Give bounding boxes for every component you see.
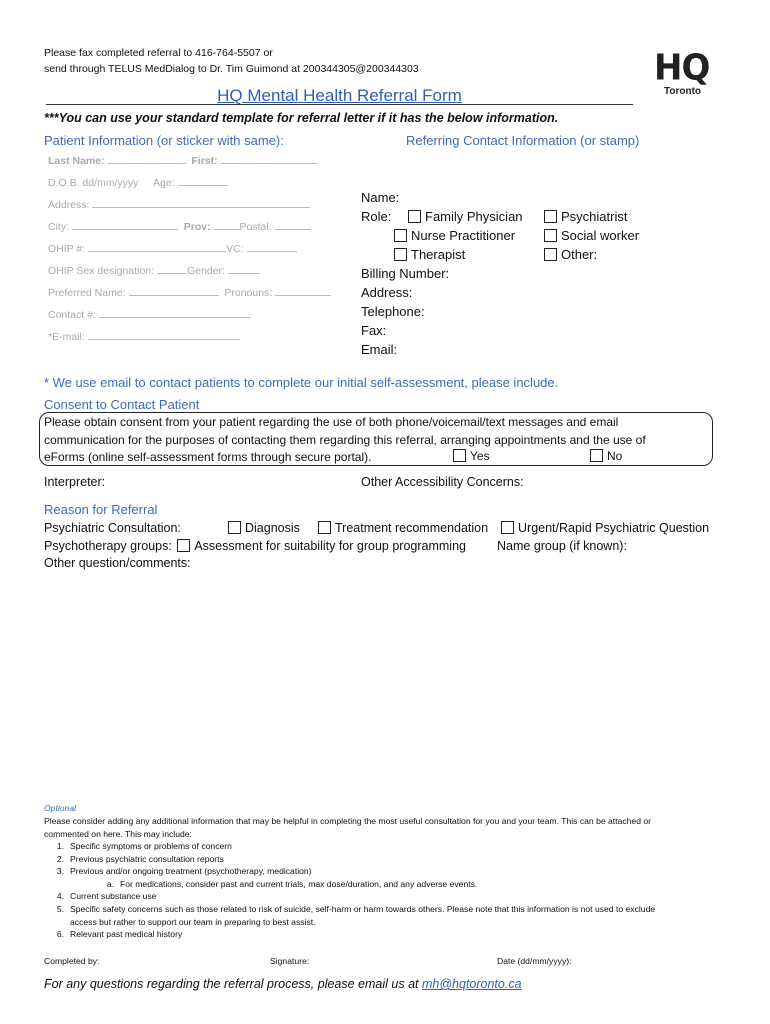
role-other-label: Other:	[561, 247, 598, 262]
referrer-address-label: Address:	[361, 285, 413, 300]
logo-main-text: HQ	[654, 47, 710, 89]
ohip-field[interactable]	[88, 241, 226, 252]
diagnosis-label: Diagnosis	[245, 521, 300, 535]
footer-text: For any questions regarding the referral process, please email us at	[44, 977, 422, 991]
psychiatric-consultation-label: Psychiatric Consultation:	[44, 521, 181, 535]
other-question-label: Other question/comments:	[44, 556, 191, 570]
footer-note	[44, 977, 522, 991]
preferred-name-field[interactable]	[129, 285, 219, 296]
list-item: 2. Previous psychiatric consultation reports	[56, 853, 224, 864]
referrer-fax-label: Fax:	[361, 323, 387, 338]
referrer-email-label: Email:	[361, 342, 398, 357]
patient-info-heading: Patient Information (or sticker with same):	[44, 133, 284, 148]
psychotherapy-groups-label: Psychotherapy groups:	[44, 539, 172, 553]
contact-row	[48, 307, 251, 322]
logo-sub-text: Toronto	[664, 86, 702, 97]
prov-label: Prov:	[183, 221, 211, 233]
consent-yes-label: Yes	[470, 449, 490, 463]
consent-yes-option[interactable]	[453, 449, 490, 463]
hq-toronto-logo	[654, 47, 724, 98]
role-other[interactable]	[544, 245, 597, 264]
city-field[interactable]	[72, 219, 178, 230]
list-item: 5. Specific safety concerns such as those related to risk of suicide, self-harm or harm towards others. Please note that this information is not used to exclude	[56, 903, 656, 914]
postal-label: Postal:	[239, 221, 272, 233]
assessment-checkbox[interactable]	[177, 539, 190, 552]
consent-no-checkbox[interactable]	[590, 449, 603, 462]
therapist-checkbox[interactable]	[394, 248, 407, 261]
last-name-row	[48, 153, 317, 168]
urgent-option[interactable]	[501, 520, 709, 537]
ohip-sex-field[interactable]	[157, 263, 187, 274]
list-item: 4. Current substance use	[56, 891, 157, 902]
postal-field[interactable]	[275, 219, 311, 230]
interpreter-label: Interpreter:	[44, 475, 106, 489]
contact-field[interactable]	[99, 307, 251, 318]
referring-info-heading: Referring Contact Information (or stamp)	[406, 133, 640, 148]
role-social-worker-label: Social worker	[561, 228, 640, 243]
list-item: 3. Previous and/or ongoing treatment (psychotherapy, medication)	[56, 866, 312, 877]
first-name-label: First:	[191, 155, 218, 167]
reason-heading: Reason for Referral	[44, 502, 158, 517]
psychiatrist-checkbox[interactable]	[544, 210, 557, 223]
contact-label: Contact #:	[48, 309, 96, 321]
address-row	[48, 197, 310, 212]
optional-intro-1: Please consider adding any additional information that may be helpful in completing the most useful consultation for you and your team. This can be attached or	[44, 816, 652, 826]
vc-label: VC:	[226, 243, 244, 255]
role-family-physician-label: Family Physician	[425, 209, 523, 224]
last-name-field[interactable]	[108, 153, 186, 164]
name-group-label: Name group (if known):	[497, 539, 627, 553]
consent-text	[44, 414, 646, 467]
role-psychiatrist-label: Psychiatrist	[561, 209, 628, 224]
last-name-label: Last Name:	[48, 155, 105, 167]
consent-no-option[interactable]	[590, 449, 622, 463]
gender-field[interactable]	[228, 263, 260, 274]
sex-gender-row	[48, 263, 260, 278]
urgent-checkbox[interactable]	[501, 521, 514, 534]
optional-list	[44, 840, 655, 941]
role-nurse-practitioner[interactable]	[394, 226, 515, 245]
patient-email-field[interactable]	[88, 329, 240, 340]
footer-email-link[interactable]: mh@hqtoronto.ca	[421, 977, 522, 991]
social-worker-checkbox[interactable]	[544, 229, 557, 242]
patient-email-label: *E-mail:	[48, 331, 85, 343]
vc-field[interactable]	[247, 241, 297, 252]
city-row	[48, 219, 311, 234]
referrer-telephone-label: Telephone:	[361, 304, 425, 319]
email-row	[48, 329, 240, 344]
gender-label: Gender:	[186, 265, 225, 277]
list-item: a. For medications, consider past and current trials, max dose/duration, and any adverse events.	[106, 878, 478, 889]
template-note: ***You can use your standard template for referral letter if it has the below information.	[44, 111, 559, 125]
dob-label: D.O.B. dd/mm/yyyy	[48, 177, 139, 189]
address-label: Address:	[48, 199, 90, 211]
signature-label: Signature:	[270, 956, 310, 966]
preferred-name-label: Preferred Name:	[48, 287, 126, 299]
role-therapist[interactable]	[394, 245, 465, 264]
family-physician-checkbox[interactable]	[408, 210, 421, 223]
ohip-row	[48, 241, 297, 256]
address-field[interactable]	[92, 197, 310, 208]
list-item: 6. Relevant past medical history	[56, 929, 183, 940]
diagnosis-checkbox[interactable]	[228, 521, 241, 534]
diagnosis-option[interactable]	[228, 520, 300, 537]
date-label: Date (dd/mm/yyyy):	[497, 956, 572, 966]
other-role-checkbox[interactable]	[544, 248, 557, 261]
role-therapist-label: Therapist	[411, 247, 466, 262]
consent-no-label: No	[607, 449, 623, 463]
consent-line-3: eForms (online self-assessment forms through secure portal).	[44, 450, 372, 464]
urgent-label: Urgent/Rapid Psychiatric Question	[518, 521, 710, 535]
fax-instructions-line-1: Please fax completed referral to 416-764-5507 or	[44, 47, 273, 59]
consent-line-2: communication for the purposes of contacting them regarding this referral, arranging appointments and the use of	[44, 432, 646, 447]
optional-intro-2: commented on here. This may include:	[44, 828, 192, 839]
list-item: 1. Specific symptoms or problems of concern	[56, 841, 232, 851]
ohip-label: OHIP #:	[48, 243, 86, 255]
psychotherapy-groups-row	[44, 538, 466, 555]
form-title: HQ Mental Health Referral Form	[217, 86, 462, 105]
pronouns-label: Pronouns:	[224, 287, 273, 299]
age-label: Age:	[153, 177, 175, 189]
role-nurse-practitioner-label: Nurse Practitioner	[411, 228, 516, 243]
role-label: Role:	[361, 209, 392, 224]
treatment-checkbox[interactable]	[318, 521, 331, 534]
completed-by-label: Completed by:	[44, 956, 100, 966]
role-social-worker[interactable]	[544, 226, 639, 245]
consent-yes-checkbox[interactable]	[453, 449, 466, 462]
fax-instructions-line-2: send through TELUS MedDialog to Dr. Tim Guimond at 200344305@200344303	[44, 63, 419, 75]
role-psychiatrist[interactable]	[544, 207, 627, 226]
role-family-physician[interactable]	[408, 207, 523, 226]
consent-line-1: Please obtain consent from your patient regarding the use of both phone/voicemail/text messages and email	[44, 415, 619, 429]
prov-field[interactable]	[214, 219, 240, 230]
other-question-area[interactable]	[44, 575, 714, 795]
ohip-sex-label: OHIP Sex designation:	[48, 265, 155, 277]
city-label: City:	[48, 221, 69, 233]
list-item-continued: access but rather to support our team in preparing to best assist.	[70, 916, 316, 927]
assessment-label: Assessment for suitability for group programming	[194, 539, 466, 553]
first-name-field[interactable]	[221, 153, 317, 164]
nurse-practitioner-checkbox[interactable]	[394, 229, 407, 242]
treatment-label: Treatment recommendation	[335, 521, 489, 535]
optional-heading: Optional	[44, 803, 77, 813]
referrer-name-label: Name:	[361, 190, 400, 205]
treatment-option[interactable]	[318, 520, 488, 537]
age-field[interactable]	[178, 175, 228, 186]
pronouns-field[interactable]	[275, 285, 331, 296]
preferred-name-row	[48, 285, 331, 300]
dob-row	[48, 175, 228, 190]
email-note: * We use email to contact patients to complete our initial self-assessment, please include.	[44, 375, 559, 390]
accessibility-label: Other Accessibility Concerns:	[361, 475, 524, 489]
billing-number-label: Billing Number:	[361, 266, 450, 281]
consent-heading: Consent to Contact Patient	[44, 397, 200, 412]
